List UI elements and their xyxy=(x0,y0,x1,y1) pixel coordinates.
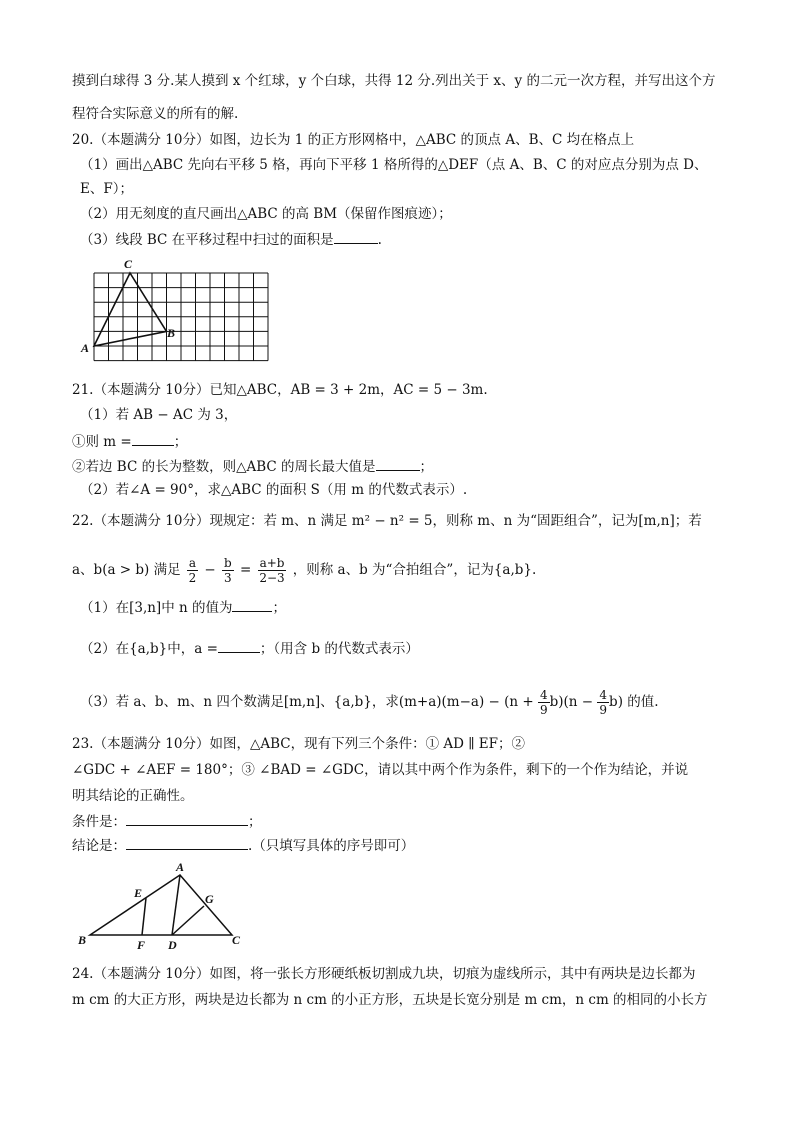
fraction-b-over-3: $\frac{b}{3}$ xyxy=(223,556,232,585)
q21-part1-ii-text: ②若边 BC 的长为整数，则△ABC 的周长最大值是 xyxy=(72,459,376,475)
q22-part2-text: （2）在{a,b}中，a = xyxy=(80,641,218,657)
q22-part3 xyxy=(80,688,659,717)
label-g: G xyxy=(205,892,214,906)
q22-stem-a: 22.（本题满分 10分）现规定：若 m、n 满足 m² − n² = 5，则称 m、n 为“固距组合”，记为[m,n]；若 xyxy=(72,513,702,529)
fraction-4-over-9: $\frac{4}{9}$ xyxy=(539,688,548,717)
q21-part2: （2）若∠A = 90°，求△ABC 的面积 S（用 m 的代数式表示）. xyxy=(80,482,468,498)
label-b: B xyxy=(78,933,87,947)
q19-line-2: 程符合实际意义的所有的解. xyxy=(72,106,239,122)
q22-part1 xyxy=(80,597,286,617)
q23-conclusion-end: .（只填写具体的序号即可） xyxy=(248,838,415,854)
q23-condition xyxy=(72,811,262,831)
label-f: F xyxy=(137,938,146,952)
q23-stem-b: ∠GDC + ∠AEF = 180°；③ ∠BAD = ∠GDC，请以其中两个作为条件，剩下的一个作为结论，并说 xyxy=(72,762,689,778)
grid-lines xyxy=(94,273,268,361)
q20-part2: （2）用无刻度的直尺画出△ABC 的高 BM（保留作图痕迹）； xyxy=(80,206,452,222)
label-b: B xyxy=(167,326,176,340)
fraction-sum-over-diff: $\frac{a+b}{2-3}$ xyxy=(259,556,285,585)
q24-line-2: m cm 的大正方形，两块是边长都为 n cm 的小正方形，五块是长宽分别是 m cm，n cm 的相同的小长方 xyxy=(72,992,708,1008)
q23-stem-a: 23.（本题满分 10分）如图，△ABC，现有下列三个条件：① AD ∥ EF；② xyxy=(72,736,525,752)
q22-part1-end: ； xyxy=(272,600,286,616)
label-e: E xyxy=(134,886,143,900)
answer-blank[interactable] xyxy=(218,638,260,653)
q20-part1-a: （1）画出△ABC 先向右平移 5 格，再向下平移 1 格所得的△DEF（点 A、B、C 的对应点分别为点 D、 xyxy=(80,157,708,173)
q20-part1-b: E、F）； xyxy=(80,181,133,197)
q23-condition-end: ； xyxy=(248,814,262,830)
q20-stem: 20.（本题满分 10分）如图，边长为 1 的正方形网格中，△ABC 的顶点 A、B、C 均在格点上 xyxy=(72,132,635,148)
label-c: C xyxy=(124,257,133,271)
answer-blank[interactable] xyxy=(126,835,248,850)
equals-sign: = xyxy=(239,562,252,578)
q22-part2 xyxy=(80,638,419,658)
q19-line-1: 摸到白球得 3 分.某人摸到 x 个红球，y 个白球，共得 12 分.列出关于 x、y 的二元一次方程，并写出这个方 xyxy=(72,73,716,89)
q23-conclusion xyxy=(72,835,414,855)
q21-part1-ii-end: ； xyxy=(419,459,434,475)
q21-part1-i-text: ①则 m = xyxy=(72,434,132,450)
triangle-abc xyxy=(94,273,167,346)
fraction-a-over-2: $\frac{a}{2}$ xyxy=(188,556,197,585)
segment-ad xyxy=(172,875,180,935)
q21-part1-ii xyxy=(72,456,433,476)
q22-part3-mid: b)(n − xyxy=(549,694,594,710)
q22-stem-b xyxy=(72,556,536,585)
label-d: D xyxy=(168,938,177,952)
fraction-4-over-9-2: $\frac{4}{9}$ xyxy=(599,688,608,717)
answer-blank[interactable] xyxy=(376,456,420,471)
q23-condition-label: 条件是： xyxy=(72,814,126,830)
q20-part3-text: （3）线段 BC 在平移过程中扫过的面积是 xyxy=(80,232,334,248)
q20-grid-figure xyxy=(78,255,274,371)
q22-part3-pre: （3）若 a、b、m、n 四个数满足[m,n]、{a,b}，求(m+a)(m−a) − (n + xyxy=(80,694,534,710)
answer-blank[interactable] xyxy=(232,597,272,612)
label-a: A xyxy=(81,341,90,355)
q21-part1: （1）若 AB − AC 为 3， xyxy=(80,407,238,423)
q20-part3 xyxy=(80,229,382,249)
minus-sign: − xyxy=(204,562,216,578)
q21-part1-i-end: ； xyxy=(173,434,188,450)
answer-blank[interactable] xyxy=(132,431,174,446)
answer-blank[interactable] xyxy=(126,811,248,826)
q22-stem-b-post: ，则称 a、b 为“合拍组合”，记为{a,b}. xyxy=(292,562,537,578)
q24-line-1: 24.（本题满分 10分）如图，将一张长方形硬纸板切割成九块，切痕为虚线所示，其中有两块是边长都为 xyxy=(72,966,696,982)
q21-stem: 21.（本题满分 10分）已知△ABC，AB = 3 + 2m，AC = 5 − 3m. xyxy=(72,382,488,398)
q22-part1-text: （1）在[3,n]中 n 的值为 xyxy=(80,600,233,616)
q20-part3-end: . xyxy=(377,232,382,248)
q21-part1-i xyxy=(72,431,187,451)
q23-triangle-figure xyxy=(74,860,254,952)
label-c: C xyxy=(232,933,241,947)
q23-stem-c: 明其结论的正确性。 xyxy=(72,788,194,804)
q23-conclusion-label: 结论是： xyxy=(72,838,126,854)
label-a: A xyxy=(176,860,185,874)
answer-blank[interactable] xyxy=(334,229,378,244)
q22-part3-post: b) 的值. xyxy=(609,694,659,710)
segment-ef xyxy=(142,898,146,935)
segment-dg xyxy=(172,906,204,935)
q22-part2-end: ；（用含 b 的代数式表示） xyxy=(259,641,419,657)
q22-stem-b-pre: a、b(a > b) 满足 xyxy=(72,562,181,578)
